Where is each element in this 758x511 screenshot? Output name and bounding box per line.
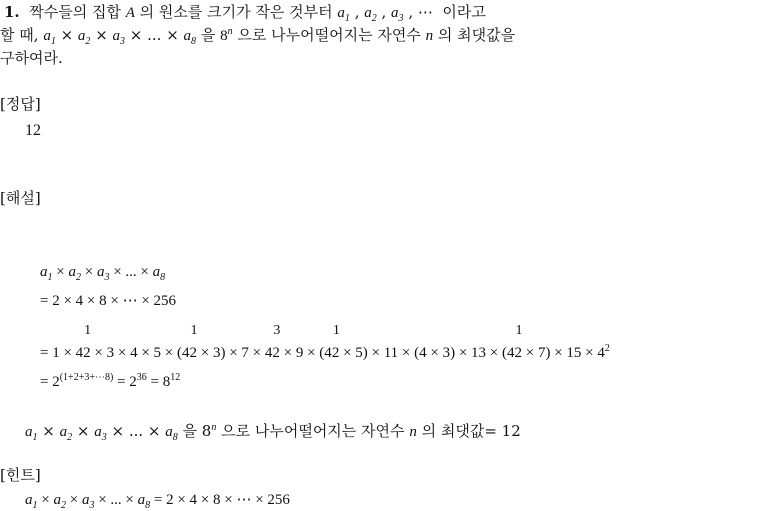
problem-line-1: 1. 짝수들의 집합 A 의 원소를 크기가 작은 것부터 $a_1$ , $a_2$ , $a_3$ , ⋯ 이라고 bbox=[4, 3, 486, 24]
step-4-text: = 2 bbox=[117, 374, 137, 390]
step-3: = 1 × 4 1 2 × 3 × 4 × 5 × (4 1 2 × 3) × 7 × 4 3 2 × 9 × (4 1 2 × 5) × 11 × (4 × 3) × 13 × (4 1 $2 \times 7) \times 15 \times 4^2$ bbox=[40, 323, 610, 361]
conclusion-line: $a_1 \times a_2 \times a_3$ × ... × $a_8$ 을 8$^n$ 으로 나누어떨어지는 자연수 n 의 최댓값= 12 bbox=[25, 422, 521, 443]
step-4-text: = 8 bbox=[150, 374, 171, 390]
problem-text: 이라고 bbox=[442, 3, 486, 21]
problem-text: 짝수들의 집합 bbox=[29, 3, 121, 21]
answer-value: 12 bbox=[25, 122, 41, 139]
problem-text: 의 최댓값을 bbox=[437, 26, 516, 44]
conclusion-text: 을 8 bbox=[182, 422, 212, 440]
exp-num: 1 bbox=[515, 323, 523, 338]
exp-num: 3 bbox=[273, 323, 281, 338]
hint-label: [힌트] bbox=[0, 466, 41, 484]
set-symbol: A bbox=[125, 5, 135, 21]
problem-text: 의 원소를 크기가 작은 것부터 bbox=[139, 3, 333, 21]
problem-line-3: 구하여라. bbox=[0, 49, 63, 67]
step-1: $a_1 \times a_2 \times a_3$ × ... × $a_8$ bbox=[40, 264, 166, 283]
problem-number: 1. bbox=[4, 3, 20, 21]
answer-label: [정답] bbox=[0, 95, 41, 113]
conclusion-text: 으로 나누어떨어지는 자연수 bbox=[221, 422, 405, 440]
problem-line-2: 할 때, $a_1 \times a_2 \times a_3$ × ... × $a_8$ 을 8$^n$ 으로 나누어떨어지는 자연수 n 의 최댓값을 bbox=[0, 26, 516, 47]
step-4-exp: 12 bbox=[170, 372, 181, 383]
step-4-text: = 2 bbox=[40, 374, 60, 390]
hint-line: $a_1 \times a_2 \times a_3$ × ... × $a_8 = 2 \times 4 \times 8$ × ⋯ × 256 bbox=[25, 492, 290, 511]
step-4 bbox=[40, 372, 180, 392]
problem-text: 을 bbox=[200, 26, 216, 44]
step-2: = 2 × 4 × 8 × ⋯ × 256 bbox=[40, 293, 177, 309]
var-n: n bbox=[425, 28, 434, 44]
explanation-label: [해설] bbox=[0, 189, 41, 207]
step-4-exp: (1+2+3+⋯8) bbox=[59, 372, 114, 383]
problem-text: 할 때, bbox=[0, 26, 39, 44]
conclusion-text: 의 최댓값= 12 bbox=[421, 422, 521, 440]
exp-num: 1 bbox=[332, 323, 340, 338]
hint-rhs: = 2 × 4 × 8 × ⋯ × 256 bbox=[153, 492, 290, 508]
exp-num: 1 bbox=[84, 323, 92, 338]
step-4-exp: 36 bbox=[136, 372, 147, 383]
problem-text: 으로 나누어떨어지는 자연수 bbox=[237, 26, 421, 44]
exp-num: 1 bbox=[190, 323, 198, 338]
